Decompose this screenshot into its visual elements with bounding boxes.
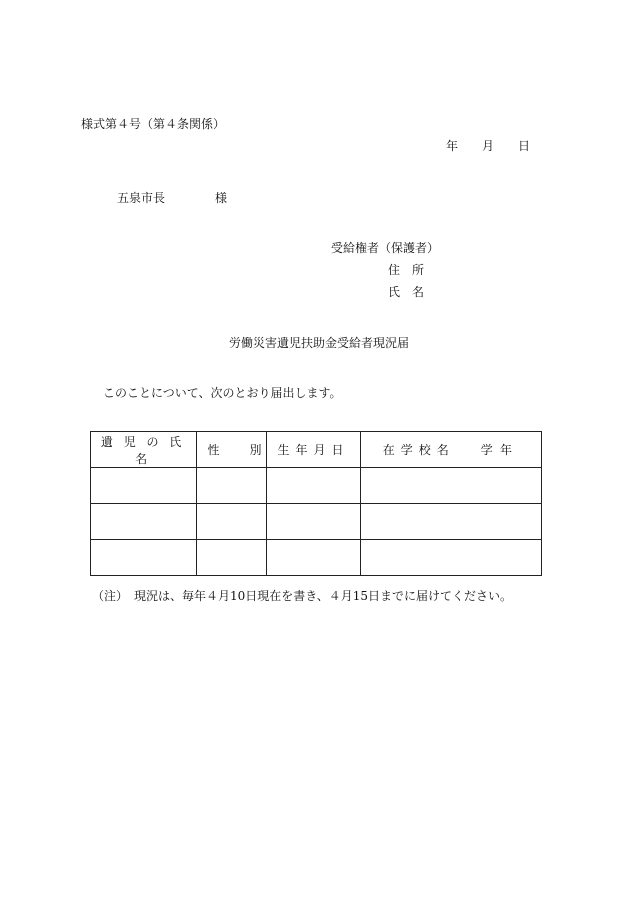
header-school-grade bbox=[361, 432, 542, 468]
cell-child-name[interactable] bbox=[91, 540, 197, 576]
cell-sex[interactable] bbox=[197, 468, 267, 504]
cell-school-grade[interactable] bbox=[361, 504, 542, 540]
cell-school-grade[interactable] bbox=[361, 468, 542, 504]
header-school-name: 在学校名 bbox=[382, 443, 455, 457]
cell-school-grade[interactable] bbox=[361, 540, 542, 576]
date-year-label: 年 bbox=[446, 139, 459, 153]
header-sex bbox=[197, 432, 267, 468]
document-title: 労働災害遺児扶助金受給者現況届 bbox=[229, 336, 410, 350]
addressee bbox=[117, 191, 227, 205]
intro-text: このことについて、次のとおり届出します。 bbox=[103, 386, 342, 400]
honorific-label: 様 bbox=[215, 191, 228, 205]
cell-birthdate[interactable] bbox=[267, 540, 361, 576]
table-header-row bbox=[91, 432, 542, 468]
header-birthdate: 生年月日 bbox=[267, 432, 361, 468]
address-label: 住 所 bbox=[388, 263, 425, 277]
table-row bbox=[91, 504, 542, 540]
mayor-label: 五泉市長 bbox=[117, 191, 166, 205]
date-line bbox=[446, 139, 530, 153]
table-row bbox=[91, 540, 542, 576]
header-child-name: 遺児の氏名 bbox=[91, 432, 197, 468]
name-label: 氏 名 bbox=[388, 285, 425, 299]
recipient-role-label: 受給権者（保護者） bbox=[331, 241, 440, 255]
cell-birthdate[interactable] bbox=[267, 504, 361, 540]
header-sex-left: 性 bbox=[207, 443, 220, 457]
date-day-label: 日 bbox=[518, 139, 531, 153]
note-text: （注） 現況は、毎年４月10日現在を書き、４月15日までに届けてください。 bbox=[92, 589, 513, 603]
cell-child-name[interactable] bbox=[91, 468, 197, 504]
cell-sex[interactable] bbox=[197, 504, 267, 540]
cell-sex[interactable] bbox=[197, 540, 267, 576]
cell-child-name[interactable] bbox=[91, 504, 197, 540]
date-month-label: 月 bbox=[482, 139, 495, 153]
survivors-table bbox=[90, 431, 542, 576]
form-number: 様式第４号（第４条関係） bbox=[81, 117, 226, 131]
table-row bbox=[91, 468, 542, 504]
header-sex-right: 別 bbox=[249, 443, 262, 457]
header-grade: 学年 bbox=[480, 443, 520, 457]
cell-birthdate[interactable] bbox=[267, 468, 361, 504]
